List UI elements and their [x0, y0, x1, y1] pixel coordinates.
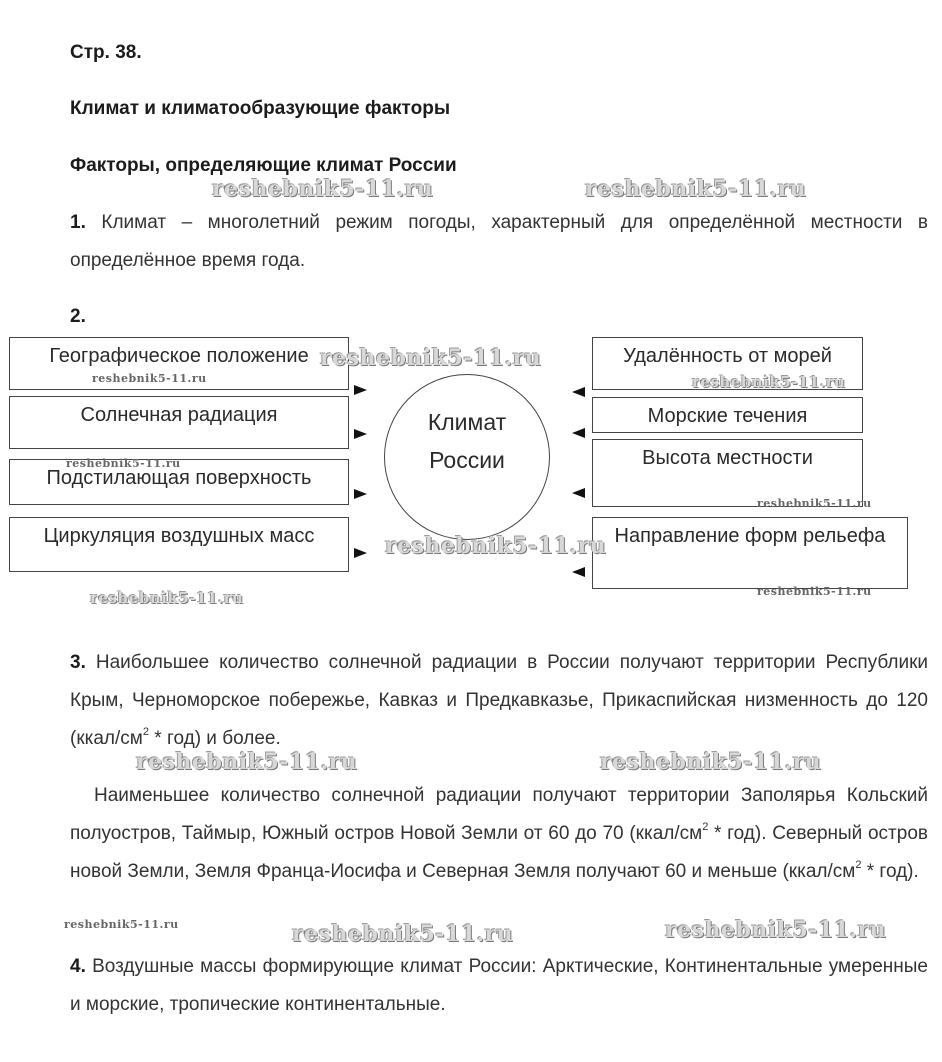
factor-label: Солнечная радиация	[80, 404, 278, 426]
watermark-logo: reshebnik5-11.ru	[692, 373, 846, 391]
answer-3-number: 3.	[70, 652, 86, 673]
factor-box-geographic-position	[9, 337, 349, 390]
answer-4-number: 4.	[70, 956, 86, 977]
answer-1-number: 1.	[70, 212, 86, 233]
arrow-right-icon	[354, 489, 367, 499]
answer-4	[70, 948, 928, 1024]
watermark-logo: reshebnik5-11.ru	[385, 533, 607, 559]
answer-3-text-d: * год). Северный остров новой Земли, Земля Франца-Иосифа и Северная Земля получают 60 и меньше (ккал/см	[70, 823, 928, 882]
answer-3-text-e: * год).	[861, 861, 919, 882]
factor-box-sea-currents	[592, 397, 863, 433]
factor-box-altitude	[592, 439, 863, 507]
factor-label: Циркуляция воздушных масс	[43, 525, 315, 547]
climate-russia-circle	[384, 374, 550, 540]
factor-box-solar-radiation	[9, 396, 349, 449]
watermark-logo: reshebnik5-11.ru	[66, 457, 181, 470]
arrow-left-icon	[572, 567, 585, 577]
answer-3-paragraph-1	[70, 644, 928, 758]
answer-3-text-c: Наименьшее количество солнечной радиации получают территории Заполярья Кольский полуостров, Таймыр, Южный остров Новой Земли от 60 до 70 (ккал/см	[70, 785, 928, 844]
factor-label: Удалённость от морей	[623, 345, 832, 367]
answer-1-text: Климат – многолетний режим погоды, характерный для определённой местности в определённое время года.	[70, 212, 929, 271]
section-subtitle: Факторы, определяющие климат России	[70, 155, 457, 176]
arrow-right-icon	[354, 385, 367, 395]
watermark-logo: reshebnik5-11.ru	[585, 176, 807, 202]
answer-2-number: 2.	[70, 306, 86, 327]
answer-3-paragraph-2	[70, 777, 928, 891]
superscript: 2	[142, 725, 149, 738]
factor-box-air-circulation	[9, 517, 349, 572]
superscript: 2	[855, 858, 862, 871]
watermark-logo: reshebnik5-11.ru	[320, 345, 542, 371]
watermark-logo: reshebnik5-11.ru	[757, 497, 872, 510]
answer-3-text-b: * год) и более.	[149, 728, 281, 749]
arrow-right-icon	[354, 548, 367, 558]
arrow-left-icon	[572, 488, 585, 498]
center-label-line2: России	[429, 447, 505, 473]
watermark-logo: reshebnik5-11.ru	[212, 176, 434, 202]
arrow-left-icon	[572, 387, 585, 397]
section-title: Климат и климатообразующие факторы	[70, 98, 451, 119]
arrow-right-icon	[354, 429, 367, 439]
watermark-logo: reshebnik5-11.ru	[136, 749, 358, 775]
watermark-logo: reshebnik5-11.ru	[64, 918, 179, 931]
factor-label: Высота местности	[642, 447, 813, 469]
factor-label: Подстилающая поверхность	[46, 467, 312, 489]
answer-4-text: Воздушные массы формирующие климат России: Арктические, Континентальные умеренные и морские, тропические континентальные.	[70, 956, 928, 1015]
factor-box-relief-direction	[592, 517, 908, 589]
factor-label: Географическое положение	[49, 345, 309, 367]
watermark-logo: reshebnik5-11.ru	[757, 585, 872, 598]
center-label-line1: Климат	[427, 409, 507, 435]
page-reference: Стр. 38.	[70, 42, 142, 63]
watermark-logo: reshebnik5-11.ru	[90, 589, 244, 607]
answer-3-text-a: Наибольшее количество солнечной радиации в России получают территории Республики Крым, Черноморское побережье, Кавказ и Предкавказье, Прикаспийская низменность до 120 (ккал/см	[70, 652, 929, 749]
factor-box-underlying-surface	[9, 459, 349, 505]
factor-box-distance-from-seas	[592, 337, 863, 390]
watermark-logo: reshebnik5-11.ru	[665, 917, 887, 943]
watermark-logo: reshebnik5-11.ru	[292, 921, 514, 947]
answer-1	[70, 204, 928, 280]
watermark-logo: reshebnik5-11.ru	[600, 749, 822, 775]
factor-label: Направление форм рельефа	[614, 525, 886, 547]
superscript: 2	[702, 820, 709, 833]
factor-label: Морские течения	[647, 405, 808, 427]
watermark-logo: reshebnik5-11.ru	[92, 372, 207, 385]
arrow-left-icon	[572, 428, 585, 438]
